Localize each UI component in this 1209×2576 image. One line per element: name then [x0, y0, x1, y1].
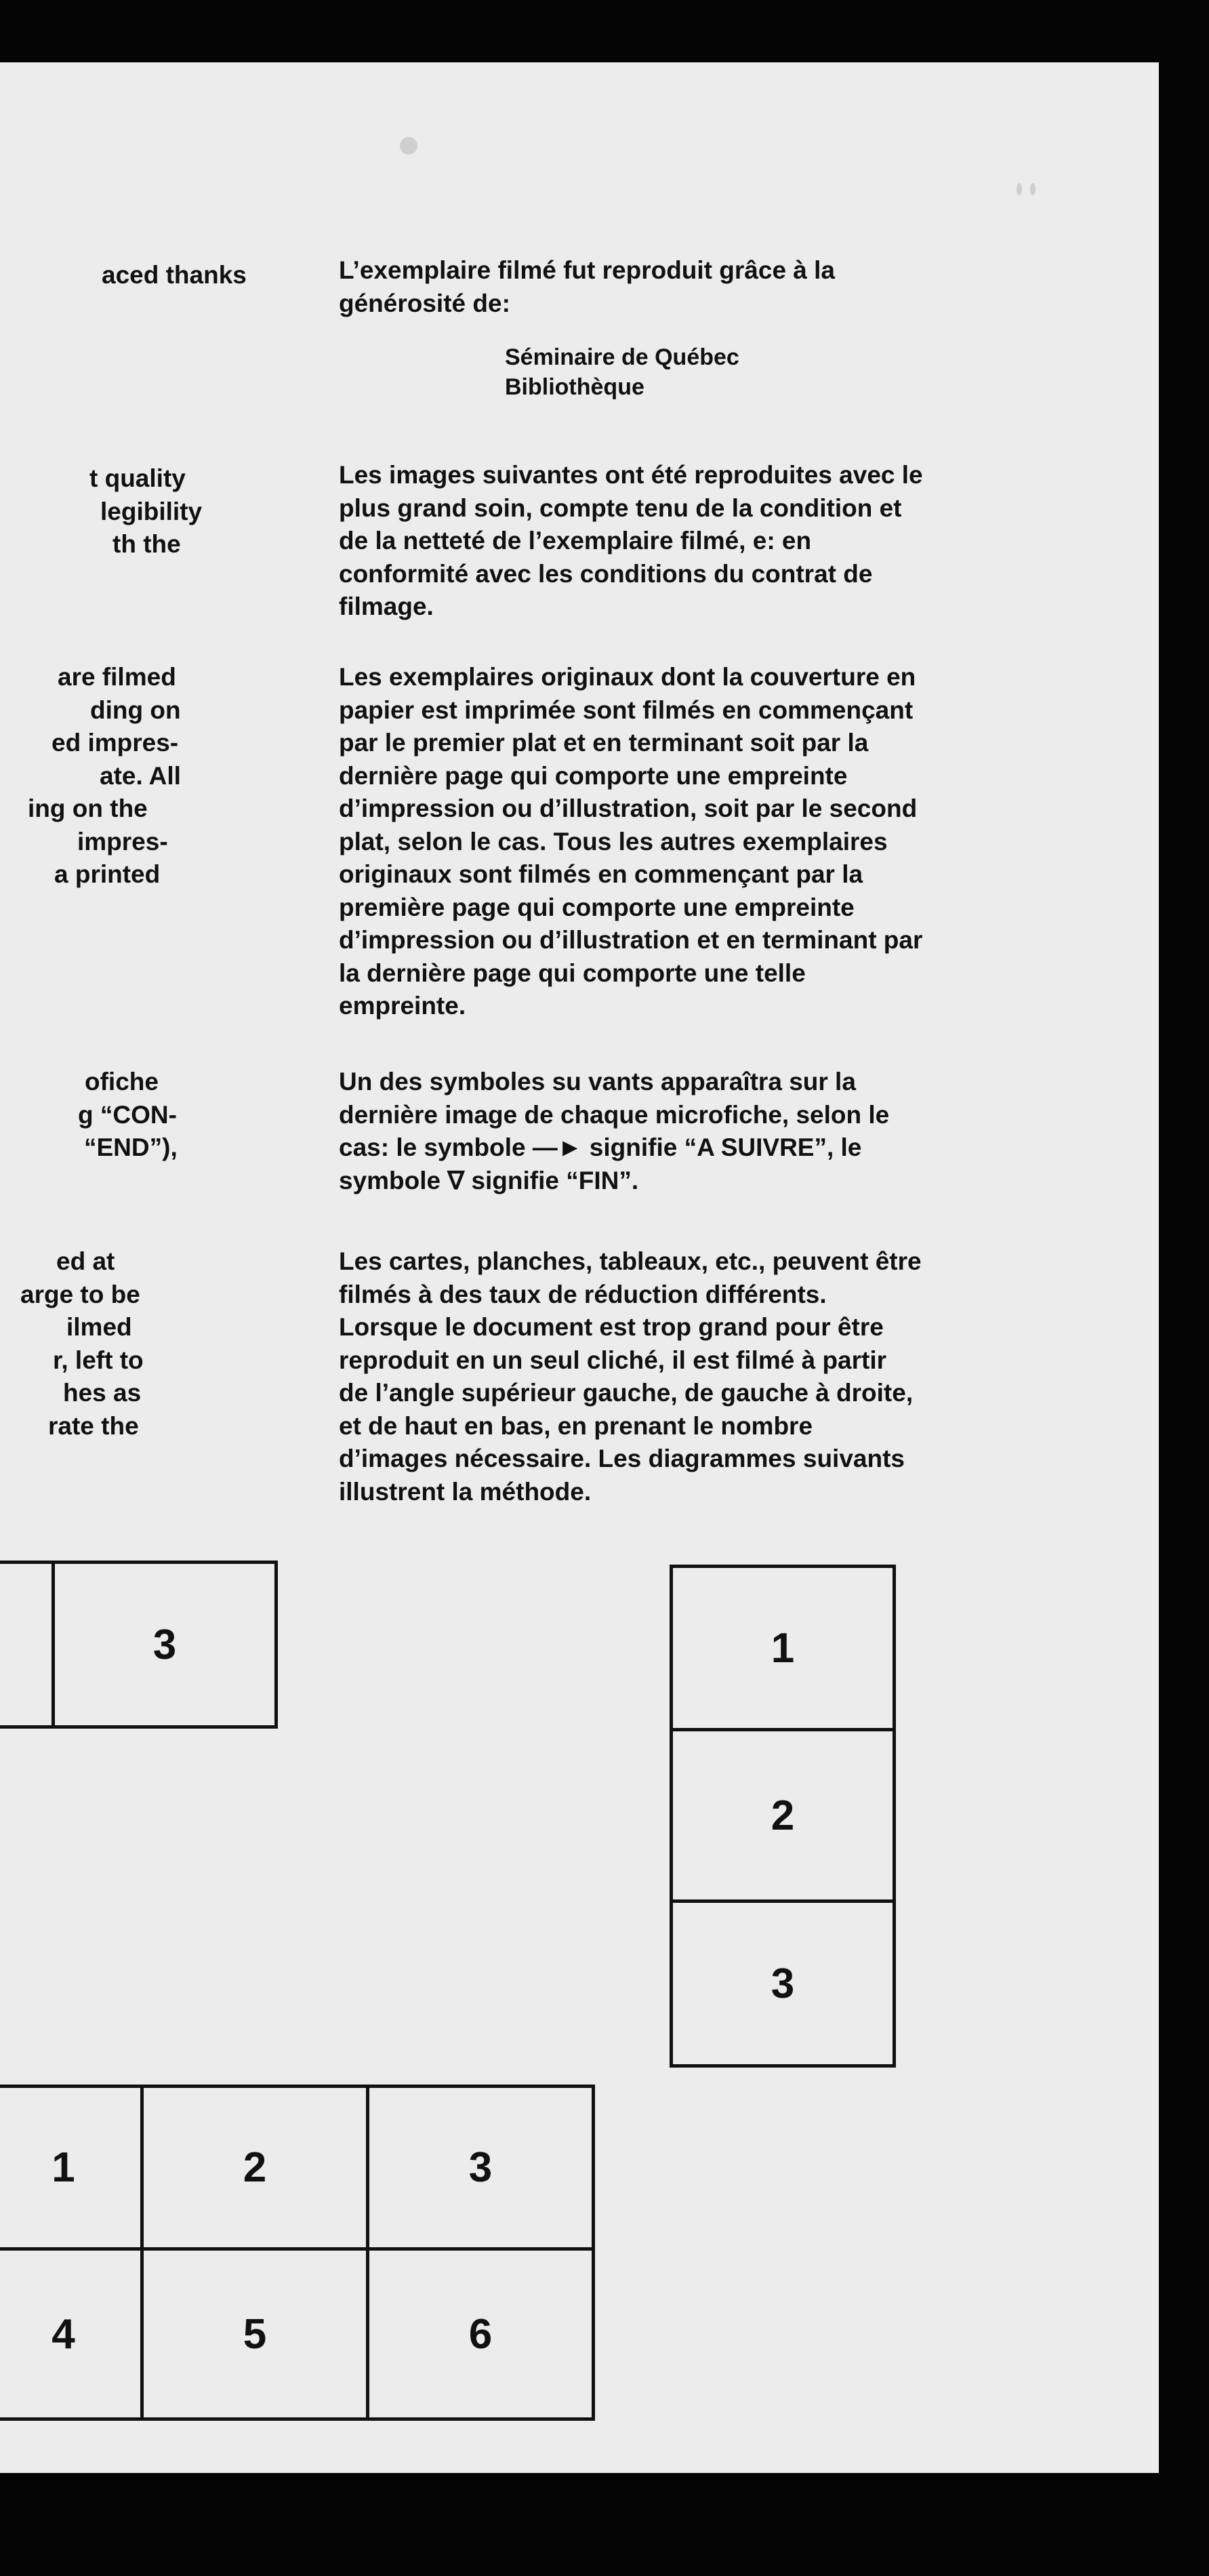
- fragment-line: a printed: [54, 860, 161, 888]
- paragraph-originals: [339, 661, 922, 1023]
- symbol-intro-text: cas: le symbole: [339, 1133, 526, 1161]
- paragraph-line: empreinte.: [339, 992, 466, 1020]
- paragraph-line: par le premier plat et en terminant soit par la: [339, 729, 869, 757]
- paragraph-line: d’impression ou d’illustration, soit par le second: [339, 794, 918, 822]
- left-fragment-2: [39, 462, 202, 561]
- cell-number: 3: [468, 2144, 493, 2191]
- document-page: [0, 62, 1159, 2473]
- paragraph-maps: [339, 1245, 922, 1508]
- diagram-cell: [144, 2088, 369, 2251]
- left-fragment-4: [0, 1066, 178, 1165]
- paragraph-line: d’impression ou d’illustration et en terminant par: [339, 926, 923, 954]
- cell-number: 1: [771, 1624, 795, 1672]
- diagram-cell: [0, 2251, 144, 2417]
- symbol-meaning-text: signifie “FIN”.: [471, 1166, 639, 1194]
- paragraph-line: Les cartes, planches, tableaux, etc., peuvent être: [339, 1247, 922, 1275]
- diagram-cell: [144, 2251, 369, 2417]
- cell-number: 6: [468, 2310, 493, 2358]
- scan-speck: [1030, 183, 1036, 195]
- paragraph-line: Les images suivantes ont été reproduites avec le: [339, 461, 923, 489]
- diagram-cell: [0, 2088, 144, 2251]
- credit-line: L’exemplaire filmé fut reproduit grâce à la: [339, 256, 836, 284]
- fragment-line: ofiche: [85, 1068, 159, 1095]
- fragment-line: hes as: [63, 1379, 142, 1407]
- diagram-cell: [369, 2251, 592, 2417]
- fragment-line: rate the: [48, 1411, 139, 1440]
- diagram-grid-2x3: [0, 2085, 595, 2421]
- fragment-line: ed impres-: [52, 729, 179, 757]
- paragraph-line: d’images nécessaire. Les diagrammes suivants: [339, 1445, 905, 1472]
- end-triangle-icon: ∇: [447, 1166, 465, 1194]
- institution-line: Séminaire de Québec: [505, 344, 739, 370]
- paragraph-line: dernière image de chaque microfiche, selon le: [339, 1100, 890, 1129]
- fragment-line: ing on the: [28, 794, 148, 822]
- continued-arrow-icon: —►: [532, 1133, 583, 1161]
- credit-text: [339, 254, 835, 320]
- fragment-line: t quality: [89, 464, 186, 492]
- fragment-line: g “CON-: [78, 1100, 177, 1129]
- cell-number: 2: [771, 1792, 795, 1839]
- paragraph-line: [339, 1165, 889, 1198]
- paragraph-symbols: [339, 1066, 889, 1197]
- paragraph-line: Un des symboles su vants apparaîtra sur la: [339, 1068, 856, 1095]
- paragraph-line: Les exemplaires originaux dont la couverture en: [339, 663, 916, 691]
- diagram-cell: [673, 1903, 893, 2064]
- cell-number: 5: [243, 2310, 267, 2358]
- fragment-line: aced thanks: [102, 261, 247, 289]
- paragraph-line: originaux sont filmés en commençant par la: [339, 860, 863, 888]
- paragraph-line: plus grand soin, compte tenu de la condition et: [339, 494, 902, 522]
- diagram-cell: [55, 1564, 274, 1725]
- fragment-line: are filmed: [58, 663, 176, 691]
- fragment-line: ilmed: [66, 1313, 132, 1341]
- paragraph-line: de l’angle supérieur gauche, de gauche à droite,: [339, 1379, 914, 1407]
- paragraph-line: Lorsque le document est trop grand pour être: [339, 1313, 884, 1341]
- diagram-vertical-column: [670, 1565, 896, 2068]
- fragment-line: th the: [112, 530, 181, 558]
- fragment-line: arge to be: [20, 1280, 140, 1308]
- credit-line: générosité de:: [339, 289, 510, 317]
- paragraph-line: [339, 1131, 889, 1165]
- fragment-line: legibility: [100, 497, 203, 525]
- symbol-meaning-text: signifie “A SUIVRE”, le: [589, 1133, 862, 1161]
- left-fragment-5: [0, 1245, 144, 1443]
- scan-speck: [400, 137, 417, 155]
- symbol-intro-text: symbole: [339, 1166, 441, 1194]
- fragment-line: ate. All: [100, 761, 181, 790]
- paragraph-line: reproduit en un seul cliché, il est filmé à partir: [339, 1346, 887, 1374]
- paragraph-line: de la netteté de l’exemplaire filmé, e: en: [339, 527, 812, 555]
- scan-speck: [1017, 183, 1022, 195]
- fragment-line: “END”),: [84, 1133, 178, 1161]
- paragraph-line: et de haut en bas, en prenant le nombre: [339, 1411, 813, 1440]
- left-fragment-1: [102, 259, 247, 292]
- paragraph-line: papier est imprimée sont filmés en commençant: [339, 696, 914, 724]
- fragment-line: r, left to: [53, 1346, 144, 1374]
- left-fragment-3: [0, 661, 181, 891]
- paragraph-line: illustrent la méthode.: [339, 1477, 592, 1506]
- paragraph-line: plat, selon le cas. Tous les autres exemplaires: [339, 827, 888, 856]
- paragraph-reproduction: [339, 459, 923, 624]
- diagram-cell: [673, 1568, 893, 1731]
- diagram-horizontal-row: [0, 1561, 278, 1729]
- fragment-line: impres-: [77, 827, 168, 856]
- paragraph-line: filmage.: [339, 592, 434, 620]
- institution-line: Bibliothèque: [505, 374, 644, 400]
- cell-number: 1: [52, 2144, 75, 2191]
- cell-number: 3: [771, 1960, 795, 2007]
- diagram-cell: [369, 2088, 592, 2251]
- paragraph-line: dernière page qui comporte une empreinte: [339, 761, 848, 790]
- cell-number: 2: [243, 2144, 267, 2191]
- paragraph-line: filmés à des taux de réduction différents.: [339, 1280, 827, 1308]
- institution-name: [505, 342, 739, 402]
- fragment-line: ding on: [90, 696, 181, 724]
- fragment-line: ed at: [56, 1247, 115, 1275]
- paragraph-line: première page qui comporte une empreinte: [339, 893, 855, 921]
- paragraph-line: la dernière page qui comporte une telle: [339, 959, 806, 987]
- paragraph-line: conformité avec les conditions du contrat de: [339, 559, 873, 588]
- cell-number: 3: [152, 1621, 177, 1668]
- cell-number: 4: [52, 2310, 75, 2358]
- diagram-cell: [673, 1731, 893, 1903]
